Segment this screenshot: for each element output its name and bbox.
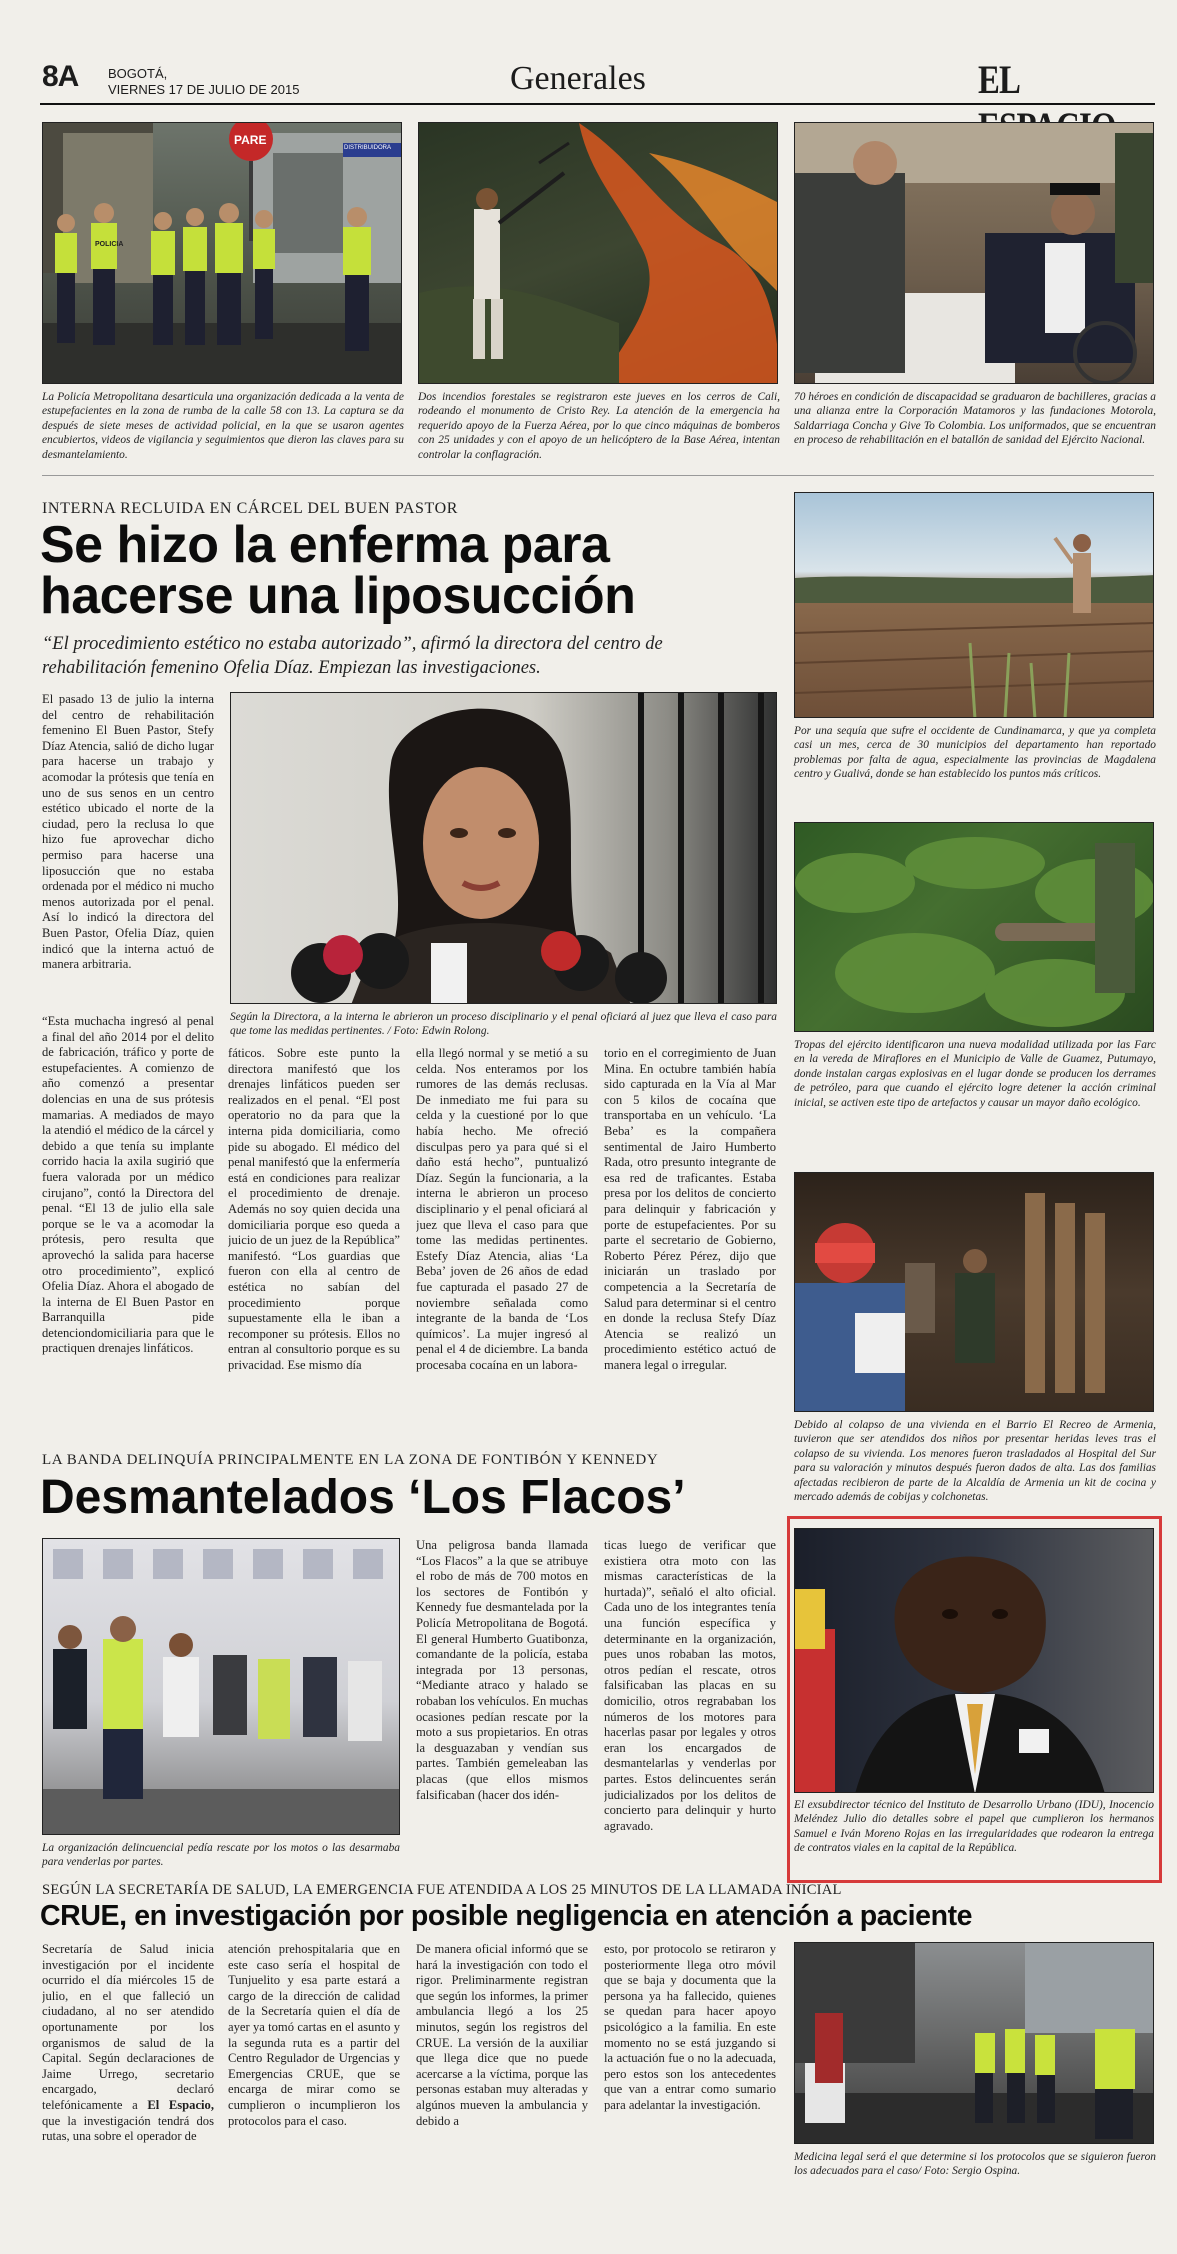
story2-kicker: LA BANDA DELINQUÍA PRINCIPALMENTE EN LA ZONA DE FONTIBÓN Y KENNEDY	[42, 1452, 659, 1468]
dateline-city: BOGOTÁ,	[108, 66, 168, 81]
stop-sign-text: PARE	[234, 133, 267, 147]
police-raid-illustration	[43, 123, 402, 384]
masthead: EL	[978, 57, 1019, 102]
story3-col1-text-a: Secretaría de Salud inicia investigación por el incidente ocurrido el día miércoles 15 de julio, en el que falleció un ciudadano, al no ser atendido oportunamente por los organismos de salud de la Capital. Según declaraciones de Jaime Urrego, secretario encargado, declaró telefónicamente a	[42, 1942, 214, 2112]
jungle-illustration	[795, 823, 1154, 1032]
story1-headline-line1: Se hizo la enferma para	[40, 516, 610, 574]
armenia-illustration	[795, 1173, 1154, 1412]
story1-col4: torio en el corregimiento de Juan Mina. En octubre también había sido capturada en la Vía al Mar con 5 kilos de cocaína que transportaba en un vehículo. ‘La Beba’ es la compañera sentimental de Jairo Humberto Rada, otro presunto integrante de esa red de traficantes. Estaba presa por los delitos de concierto para delinquir y fabricación y porte de estupefacientes. Por su parte el secretario de Gobierno, Roberto Pérez Pérez, dijo que iniciarán un traslado por competencia a la Secretaría de Salud para determinar si el centro en donde la reclusa Stefy Díaz Atencia se realizó un procedimiento estético actuó de manera legal o irregular.	[604, 1046, 776, 1372]
crue-street-illustration	[795, 1943, 1154, 2144]
story2-headline: Desmantelados ‘Los Flacos’	[40, 1471, 686, 1524]
director-interview-photo	[230, 692, 777, 1004]
armenia-collapse-photo	[794, 1172, 1154, 1412]
crue-street-photo	[794, 1942, 1154, 2144]
story2-col2: ticas luego de verificar que existiera otra moto con las mismas características de la hurtada)”, señaló el alto oficial. Cada uno de los integrantes tenía una función específica y determinante en la organización, pues unos robaban las motos, otros pedían el rescate, otros falsificaban las placas en su domicilio, otros regrababan los números de los motores para hacerlas pasar por legales y otros eran los encargados de desmantelarlas y venderlas por partes. Estos delincuentes serán judicializados por los delitos de concierto para delinquir y hurto agravado.	[604, 1538, 776, 1833]
story1-col1-bottom: “Esta muchacha ingresó al penal a final del año 2014 por el delito de fabricación, tráfico y porte de estupefacientes. A comienzo de año comenzó a presentar dolencias en una de sus prótesis mamarias. A mediados de mayo la atendió el médico de la cárcel y debido a que tenía su implante corrido hacia la axila sugirió que fuera valorada por un médico cirujano”, contó la Directora del penal. “El 13 de julio ella sale porque se le va a acomodar la prótesis, pero resulta que aprovechó la salida para hacerse otro procedimiento”, explicó Ofelia Díaz. Ahora el abogado de la interna de El Buen Pastor en Barranquilla pide detenciondomiciliaria para que le practiquen drenajes linfáticos.	[42, 1014, 214, 1356]
story1-col1-top: El pasado 13 de julio la interna del centro de rehabilitación femenino El Buen Pastor, Stefy Díaz Atencia, salió de dicho lugar para hacerse un trabajo y acomodar la prótesis que tenía en uno de sus senos en un centro estético ubicado el norte de la ciudad, pero la reclusa lo que hizo fue aprovechar dicho permiso para hacerse una liposucción que no estaba ordenada por el médico ni mucho menos autorizada por el penal. Así lo indicó la directora del Buen Pastor, Ofelia Díaz, quien indicó que la interna actuó de manera arbitraria.	[42, 692, 214, 972]
forest-fire-photo	[418, 122, 778, 384]
caption-director: Según la Directora, a la interna le abrieron un proceso disciplinario y el penal oficiará al juez que lleva el caso para que tome las medidas pertinentes. / Foto: Edwin Rolong.	[230, 1011, 777, 1038]
story3-col3: De manera oficial informó que se hará la investigación con todo el rigor. Preliminarmente registran que según los informes, la primer ambulancia llegó a los 25 minutos, según los registros del CRUE. La versión de la auxiliar que llega dice que no puede acercarse a la víctima, porque las personas estaban muy alteradas y algúnos mueven la ambulancia y debido a	[416, 1942, 588, 2128]
story2-col1: Una peligrosa banda llamada “Los Flacos” a la que se atribuye el robo de más de 700 motos en los sectores de Fontibón y Kennedy fue desmantelada por la Policía Metropolitana de Bogotá. El general Humberto Guatibonza, comandante de la policía, estaba integrada por 13 personas, “Mediante atraco y halado se robaban los vehículos. En muchas ocasiones pedían rescate por la moto a sus propietarios. En otras la desguazaban y vendían sus partes. También gemeleaban las placas (que ellos mismos falsificaban (hacer dos idén-	[416, 1538, 588, 1802]
divider	[42, 475, 1154, 476]
story1-deck-line1: “El procedimiento estético no estaba autorizado”, afirmó la directora del centro de	[42, 634, 663, 654]
farc-jungle-photo	[794, 822, 1154, 1032]
caption-crue: Medicina legal será el que determine si los protocolos que se siguieron fueron los adecuados para el caso/ Foto: Sergio Ospina.	[794, 2151, 1156, 2178]
caption-graduation: 70 héroes en condición de discapacidad se graduaron de bachilleres, gracias a una alianza entre la Corporación Matamoros y las fundaciones Motorola, Saldarriaga Concha y Give To Colombia. Los uniformados, que se encuentran en proceso de rehabilitación en el batallón de sanidad del Ejército Nacional.	[794, 391, 1156, 447]
vest-text: POLICIA	[95, 241, 124, 248]
story1-col2: fáticos. Sobre este punto la directora manifestó que los drenajes linfáticos pueden ser realizados en el penal. “El post operatorio no da para que la interna pida domiciliaria, como pide su abogado. El médico del penal manifestó que la enfermería está en condiciones para realizar el procedimiento de drenaje. Además no soy quien decida una domiciliaria porque eso queda a juicio de un juez de la República” manifestó. “Los guardias que fueron con ella al centro de estética no sabían del procedimiento porque supuestamente ella le iban a recomponer su prótesis. Ellos no entran al consultorio porque es su privacidad. Ese mismo día	[228, 1046, 400, 1372]
caption-los-flacos: La organización delincuencial pedía rescate por los motos o las desarmaba para venderlas por partes.	[42, 1842, 400, 1869]
section-title: Generales	[510, 60, 646, 97]
story3-col1	[42, 1942, 214, 2187]
story1-deck-line2: rehabilitación femenino Ofelia Díaz. Empiezan las investigaciones.	[42, 658, 541, 678]
story1-headline-line2: hacerse una liposucción	[40, 567, 636, 625]
story3-col1-text-b: que la investigación tendrá dos rutas, una sobre el operador de	[42, 2113, 214, 2144]
forest-fire-illustration	[419, 123, 778, 384]
los-flacos-illustration	[43, 1539, 400, 1835]
los-flacos-photo	[42, 1538, 400, 1835]
story1-kicker: INTERNA RECLUIDA EN CÁRCEL DEL BUEN PASTOR	[42, 500, 459, 517]
caption-idu: El exsubdirector técnico del Instituto de Desarrollo Urbano (IDU), Inocencio Meléndez Julio dio detalles sobre el papel que cumplieron los hermanos Samuel e Iván Moreno Rojas en las irregularidades que rodearon la entrega de contratos viales en la capital de la República.	[794, 1799, 1154, 1855]
page-number: 8A	[42, 60, 79, 93]
story1-col3: ella llegó normal y se metió a su celda. Nos enteramos por los rumores de las demás reclusas. De inmediato me fui para su celda y la cuestioné por lo que había hecho. Me ofreció disculpas pero ya para qué si el daño está hecho”, puntualizó Díaz. Según la funcionaria, a la interna le abrieron un proceso disciplinario y el penal oficiará al juez que lleva el caso para que tome las medidas pertinentes. Estefy Díaz Atencia, alias ‘La Beba’ joven de 26 años de edad fue capturada el pasado 27 de noviembre señalada como integrante de la banda de ‘Los químicos’. La mujer ingresó al penal el 4 de diciembre. La banda procesaba cocaína en un labora-	[416, 1046, 588, 1372]
idu-official-illustration	[795, 1529, 1154, 1793]
story3-col2: atención prehospitalaria que en este caso sería el hospital de Tunjuelito y esa parte estará a cargo de la dirección de calidad de la Secretaría quien el día de ayer ya tomó cartas en el asunto y la segunda ruta es a partir del Centro Regulador de Urgencias y Emergencias CRUE, que se encarga de mirar como se cumplieron o incumplieron los protocolos para el caso.	[228, 1942, 400, 2128]
dateline-date: VIERNES 17 DE JULIO DE 2015	[108, 82, 300, 97]
story3-col4: esto, por protocolo se retiraron y posteriormente llega otro móvil que se baja y documenta que la persona ya ha fallecido, quienes se quedan para hacer apoyo psicológico a la familia. En este momento no se está juzgando si la actuación fue o no la adecuada, pero estos son los antecedentes que van a entrar como sumario para adelantar la investigación.	[604, 1942, 776, 2112]
shop-sign-text: DISTRIBUIDORA	[344, 145, 392, 151]
drought-illustration	[795, 493, 1154, 718]
graduation-photo	[794, 122, 1154, 384]
graduation-illustration	[795, 123, 1154, 384]
caption-forest-fire: Dos incendios forestales se registraron este jueves en los cerros de Cali, rodeando el monumento de Cristo Rey. La atención de la emergencia ha requerido apoyo de la Fuerza Aérea, por lo que cinco máquinas de bomberos con 25 unidades y con el apoyo de un helicóptero de la Base Aérea, intentan controlar la conflagración.	[418, 391, 780, 461]
drought-photo	[794, 492, 1154, 718]
caption-farc: Tropas del ejército identificaron una nueva modalidad utilizada por las Farc en la vereda de Miraflores en el Municipio de Valle de Guamez, Putumayo, donde instalan cargas explosivas en el lugar donde se producen los derrames de petróleo, para que cuando el ejército logre detener la acción criminal inicial, se activen este tipo de artefactos y causar un mayor daño ecológico.	[794, 1039, 1156, 1109]
director-illustration	[231, 693, 777, 1004]
story3-col1-bold: El Espacio,	[147, 2097, 214, 2112]
caption-drought: Por una sequía que sufre el occidente de Cundinamarca, y que ya completa casi un mes, cerca de 30 municipios del departamento han reportado problemas por falta de agua, especialmente las provincias de Magdalena centro y Gualivá, donde se han establecido los puntos más críticos.	[794, 725, 1156, 781]
story3-kicker: SEGÚN LA SECRETARÍA DE SALUD, LA EMERGENCIA FUE ATENDIDA A LOS 25 MINUTOS DE LA LLAMADA INICIAL	[42, 1882, 842, 1898]
caption-police-raid: La Policía Metropolitana desarticula una organización dedicada a la venta de estupefacientes en la zona de rumba de la calle 58 con 13. La captura se da después de siete meses de actividad policial, en la que se usaron agentes encubiertos, videos de vigilancia y seguimientos que dieron las claves para su desmantelamiento.	[42, 391, 404, 461]
story3-headline: CRUE, en investigación por posible negligencia en atención a paciente	[40, 1900, 973, 1932]
idu-official-photo	[794, 1528, 1154, 1793]
police-raid-photo	[42, 122, 402, 384]
header-rule	[40, 103, 1155, 105]
caption-armenia: Debido al colapso de una vivienda en el Barrio El Recreo de Armenia, tuvieron que ser atendidos dos niños por presentar heridas leves tras el colapso de su vivienda. Los menores fueron trasladados al Hospital del Sur para su valoración y minutos después fueron dados de alta. Las dos familias afectadas recibieron de parte de la Alcaldía de Armenia un kit de cocina y mercado además de cobijas y colchonetas.	[794, 1419, 1156, 1504]
